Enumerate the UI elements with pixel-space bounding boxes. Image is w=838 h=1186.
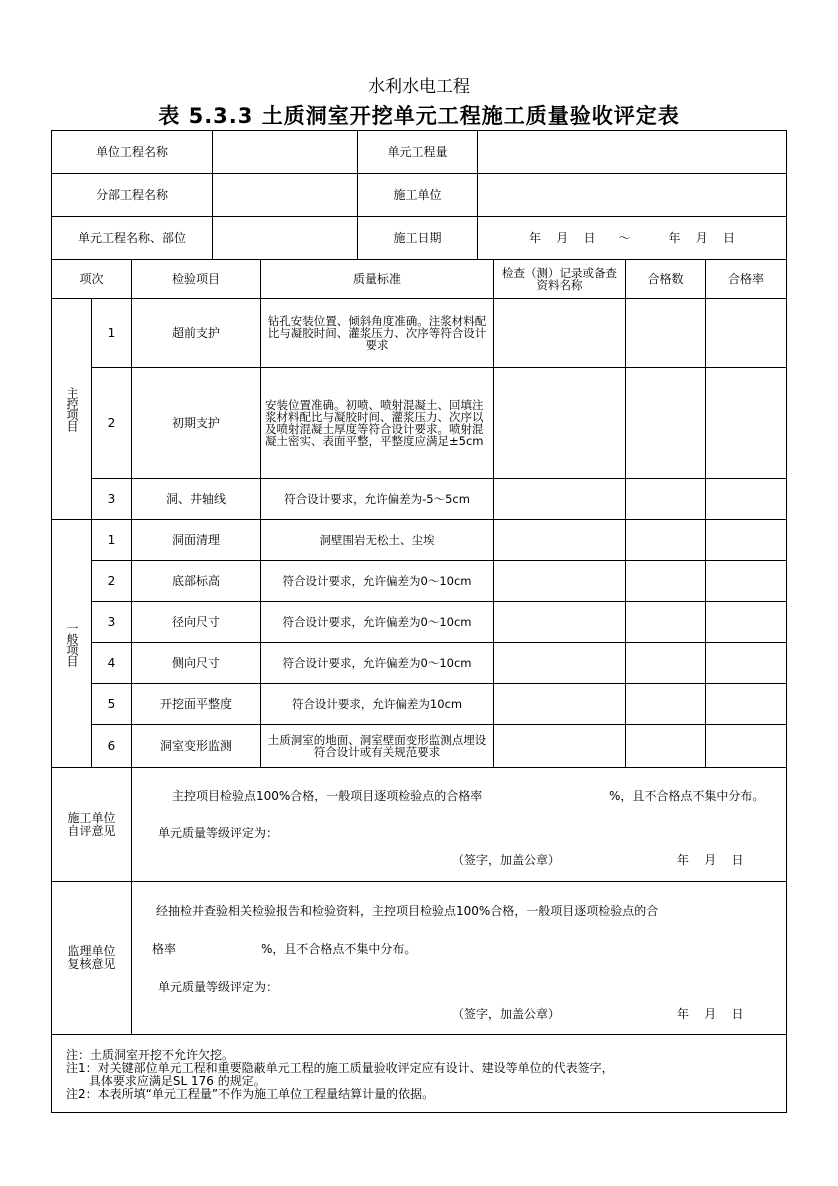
unit-quantity-field[interactable] xyxy=(478,131,787,174)
table-row xyxy=(52,643,787,684)
pass-count-cell[interactable] xyxy=(626,368,706,479)
label-unit-quantity: 单元工程量 xyxy=(358,131,478,174)
pass-rate-cell[interactable] xyxy=(706,643,787,684)
pass-rate-cell[interactable] xyxy=(706,725,787,768)
notes xyxy=(52,1035,787,1113)
page-title: 表 5.3.3 土质洞室开挖单元工程施工质量验收评定表 xyxy=(158,104,680,128)
pass-rate-cell[interactable] xyxy=(706,299,787,368)
label-unit-name: 单元工程名称、部位 xyxy=(52,217,213,260)
self-eval-sign: （签字，加盖公章） xyxy=(452,853,561,867)
item-name: 超前支护 xyxy=(132,299,261,368)
table-row xyxy=(52,684,787,725)
item-no: 6 xyxy=(92,725,132,768)
pass-count-cell[interactable] xyxy=(626,520,706,561)
item-no: 5 xyxy=(92,684,132,725)
record-cell[interactable] xyxy=(494,368,626,479)
review-label: 监理单位复核意见 xyxy=(52,882,132,1035)
record-cell[interactable] xyxy=(494,561,626,602)
review-cell[interactable] xyxy=(132,882,787,1035)
item-no: 2 xyxy=(92,368,132,479)
pass-rate-cell[interactable] xyxy=(706,602,787,643)
item-no: 3 xyxy=(92,479,132,520)
record-cell[interactable] xyxy=(494,725,626,768)
col-pass-rate: 合格率 xyxy=(706,260,787,299)
label-date: 施工日期 xyxy=(358,217,478,260)
contractor-field[interactable] xyxy=(478,174,787,217)
pass-rate-cell[interactable] xyxy=(706,684,787,725)
pass-rate-cell[interactable] xyxy=(706,479,787,520)
self-eval-date: 年 月 日 xyxy=(677,853,744,867)
item-no: 1 xyxy=(92,520,132,561)
pass-count-cell[interactable] xyxy=(626,684,706,725)
item-standard: 符合设计要求，允许偏差为0～10cm xyxy=(261,643,494,684)
division-field[interactable] xyxy=(213,174,358,217)
item-name: 洞面清理 xyxy=(132,520,261,561)
col-standard: 质量标准 xyxy=(261,260,494,299)
item-name: 底部标高 xyxy=(132,561,261,602)
evaluation-table xyxy=(51,130,787,1113)
item-standard: 安装位置准确。初喷、喷射混凝土、回填注浆材料配比与凝胶时间、灌浆压力、次序以及喷射混凝土厚度等符合设计要求。喷射混凝土密实、表面平整，平整度应满足±5cm xyxy=(261,368,494,479)
review-line2-suffix: %，且不合格点不集中分布。 xyxy=(261,942,417,956)
pass-rate-cell[interactable] xyxy=(706,561,787,602)
subtitle: 水利水电工程 xyxy=(368,77,470,97)
pass-rate-cell[interactable] xyxy=(706,520,787,561)
item-name: 洞、井轴线 xyxy=(132,479,261,520)
review-date: 年 月 日 xyxy=(677,1007,744,1021)
item-standard: 钻孔安装位置、倾斜角度准确。注浆材料配比与凝胶时间、灌浆压力、次序等符合设计要求 xyxy=(261,299,494,368)
pass-count-cell[interactable] xyxy=(626,725,706,768)
note: 具体要求应满足SL 176 的规定。 xyxy=(66,1074,266,1088)
unit-name-field[interactable] xyxy=(213,217,358,260)
item-name: 初期支护 xyxy=(132,368,261,479)
date-range-field[interactable]: 年 月 日 ～ 年 月 日 xyxy=(478,217,787,260)
item-standard: 土质洞室的地面、洞室壁面变形监测点埋设符合设计或有关规范要求 xyxy=(261,725,494,768)
pass-count-cell[interactable] xyxy=(626,643,706,684)
item-name: 径向尺寸 xyxy=(132,602,261,643)
item-name: 开挖面平整度 xyxy=(132,684,261,725)
label-division: 分部工程名称 xyxy=(52,174,213,217)
item-no: 2 xyxy=(92,561,132,602)
table-row xyxy=(52,520,787,561)
item-no: 1 xyxy=(92,299,132,368)
table-row xyxy=(52,299,787,368)
record-cell[interactable] xyxy=(494,684,626,725)
item-name: 侧向尺寸 xyxy=(132,643,261,684)
item-standard: 符合设计要求，允许偏差为10cm xyxy=(261,684,494,725)
table-row xyxy=(52,602,787,643)
item-no: 4 xyxy=(92,643,132,684)
self-eval-line1-suffix: %，且不合格点不集中分布。 xyxy=(609,789,765,803)
label-contractor: 施工单位 xyxy=(358,174,478,217)
item-standard: 洞壁围岩无松土、尘埃 xyxy=(261,520,494,561)
general-items-label: 一般项目 xyxy=(65,621,79,666)
col-check-item: 检验项目 xyxy=(132,260,261,299)
note: 注1：对关键部位单元工程和重要隐蔽单元工程的施工质量验收评定应有设计、建设等单位的代表签字， xyxy=(66,1061,614,1075)
item-standard: 符合设计要求，允许偏差为-5～5cm xyxy=(261,479,494,520)
unit-project-field[interactable] xyxy=(213,131,358,174)
pass-rate-cell[interactable] xyxy=(706,368,787,479)
pass-count-cell[interactable] xyxy=(626,602,706,643)
self-eval-line1: 主控项目检验点100%合格，一般项目逐项检验点的合格率 xyxy=(172,789,483,803)
record-cell[interactable] xyxy=(494,520,626,561)
review-sign: （签字，加盖公章） xyxy=(452,1007,561,1021)
table-row xyxy=(52,368,787,479)
pass-count-cell[interactable] xyxy=(626,479,706,520)
self-eval-label: 施工单位自评意见 xyxy=(52,768,132,882)
record-cell[interactable] xyxy=(494,643,626,684)
item-name: 洞室变形监测 xyxy=(132,725,261,768)
review-line1: 经抽检并查验相关检验报告和检验资料，主控项目检验点100%合格，一般项目逐项检验点的合 xyxy=(156,904,659,918)
col-item-no: 项次 xyxy=(52,260,132,299)
note: 注2：本表所填“单元工程量”不作为施工单位工程量结算计量的依据。 xyxy=(66,1087,435,1101)
table-row xyxy=(52,561,787,602)
review-grade: 单元质量等级评定为： xyxy=(158,980,279,994)
main-items-label: 主控项目 xyxy=(65,387,79,431)
record-cell[interactable] xyxy=(494,602,626,643)
record-cell[interactable] xyxy=(494,299,626,368)
self-eval-grade: 单元质量等级评定为： xyxy=(158,826,279,840)
pass-count-cell[interactable] xyxy=(626,561,706,602)
item-standard: 符合设计要求，允许偏差为0～10cm xyxy=(261,561,494,602)
note: 注：土质洞室开挖不允许欠挖。 xyxy=(66,1048,235,1062)
label-unit-project: 单位工程名称 xyxy=(52,131,213,174)
pass-count-cell[interactable] xyxy=(626,299,706,368)
review-line2: 格率 xyxy=(152,942,177,956)
table-row xyxy=(52,479,787,520)
item-no: 3 xyxy=(92,602,132,643)
col-record: 检查（测）记录或备查资料名称 xyxy=(494,260,626,299)
table-row xyxy=(52,725,787,768)
col-pass-count: 合格数 xyxy=(626,260,706,299)
self-eval-cell[interactable] xyxy=(132,768,787,882)
record-cell[interactable] xyxy=(494,479,626,520)
item-standard: 符合设计要求，允许偏差为0～10cm xyxy=(261,602,494,643)
